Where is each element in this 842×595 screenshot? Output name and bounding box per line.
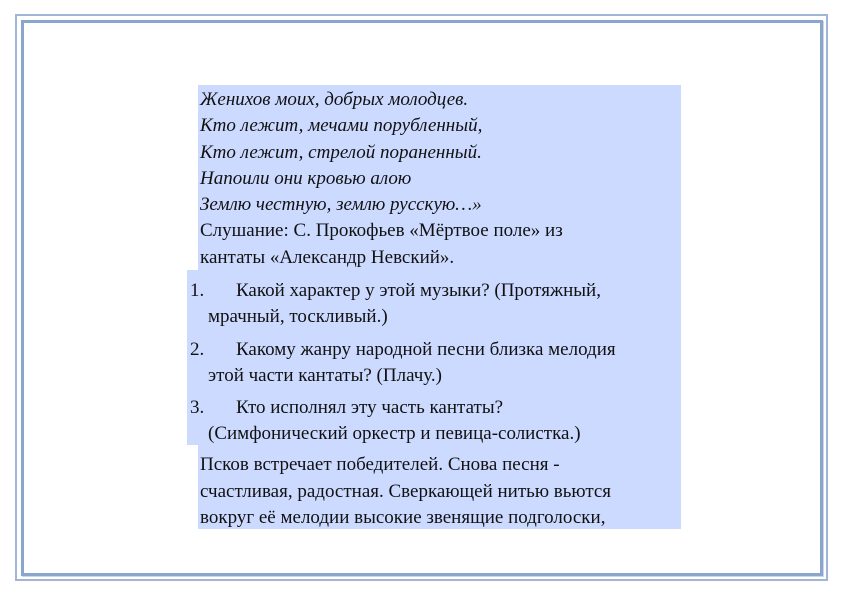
listening-line: кантаты «Александр Невский». [200, 247, 455, 268]
question-number: 1. [190, 280, 205, 301]
closing-line: счастливая, радостная. Сверкающей нитью вьются [200, 481, 612, 502]
poem-line: Напоили они кровью алою [200, 168, 412, 189]
question-text: мрачный, тоскливый.) [208, 306, 388, 327]
question-text: Какой характер у этой музыки? (Протяжный, [236, 280, 601, 301]
question-text: (Симфонический оркестр и певица-солистка.) [208, 423, 581, 444]
poem-line: Кто лежит, мечами порубленный, [200, 115, 483, 136]
listening-line: Слушание: С. Прокофьев «Мёртвое поле» из [200, 220, 563, 241]
question-text: Какому жанру народной песни близка мелодия [236, 339, 616, 360]
question-number: 3. [190, 397, 205, 418]
closing-line: Псков встречает победителей. Снова песня - [200, 454, 560, 475]
poem-line: Землю честную, землю русскую…» [200, 194, 482, 215]
poem-line: Кто лежит, стрелой пораненный. [200, 142, 482, 163]
question-text: Кто исполнял эту часть кантаты? [236, 397, 504, 418]
question-text: этой части кантаты? (Плачу.) [208, 365, 442, 386]
closing-line: вокруг её мелодии высокие звенящие подголоски, [200, 507, 606, 528]
question-number: 2. [190, 339, 205, 360]
poem-line: Женихов моих, добрых молодцев. [200, 89, 469, 110]
